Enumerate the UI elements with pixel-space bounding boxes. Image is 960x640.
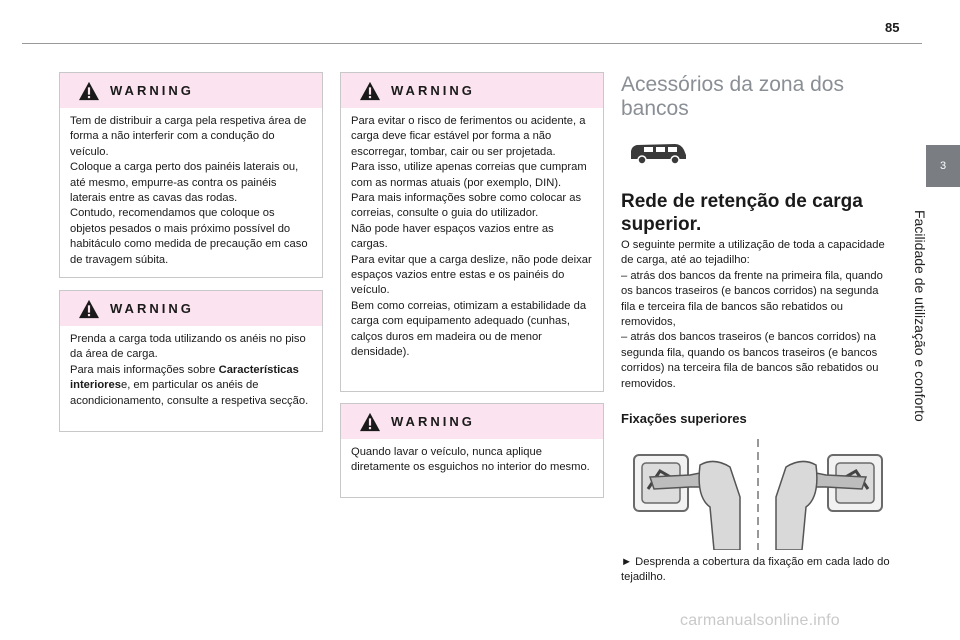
- warning-paragraph: Contudo, recomendamos que coloque os objetos pesados o mais próximo possível do habitáculo como medida de precaução em caso de travagem súbita.: [70, 207, 308, 266]
- warning-header: [341, 73, 603, 108]
- warning-body: [60, 326, 322, 417]
- interior-features-link-text: Características interiores: [70, 363, 299, 392]
- warning-triangle-icon: [78, 299, 100, 319]
- warning-paragraph: Para mais informações sobre Características interiorese, em particular os anéis de acondicionamento, consulte a respetiva secção.: [70, 363, 309, 407]
- warning-box-secure-load: [59, 290, 323, 432]
- subsection-title: Rede de retenção de carga superior.: [621, 191, 863, 235]
- section-body: [621, 238, 891, 392]
- watermark: carmanualsonline.info: [680, 612, 840, 629]
- warning-body: [341, 439, 603, 484]
- warning-triangle-icon: [359, 412, 381, 432]
- warning-header: [60, 73, 322, 108]
- warning-body: [341, 108, 603, 369]
- warning-box-distribute-load: [59, 72, 323, 278]
- van-icon: [627, 140, 689, 166]
- warning-title: WARNING: [391, 414, 475, 429]
- warning-paragraph: Coloque a carga perto dos painéis laterais ou, até mesmo, empurre-as contra os painéis laterais entre as cavas das rodas.: [70, 161, 299, 205]
- warning-paragraph: Para isso, utilize apenas correias que cumpram com as normas atuais (por exemplo, DIN).: [351, 161, 587, 189]
- warning-paragraph: Prenda a carga toda utilizando os anéis no piso da área de carga.: [70, 333, 306, 361]
- warning-paragraph: Não pode haver espaços vazios entre as cargas.: [351, 222, 554, 251]
- warning-header: [60, 291, 322, 326]
- chapter-tab[interactable]: 3: [926, 145, 960, 187]
- section-heading: Fixações superiores: [621, 411, 747, 426]
- warning-box-load-stability: [340, 72, 604, 392]
- warning-triangle-icon: [78, 81, 100, 101]
- bullet-item: – atrás dos bancos traseiros (e bancos corridos) na segunda fila, quando os bancos traseiros (e bancos corridos) na terceira fila de bancos são rebatidos ou removidos.: [621, 331, 879, 390]
- warning-title: WARNING: [110, 301, 194, 316]
- warning-paragraph: Tem de distribuir a carga pela respetiva área de forma a não interferir com a condução do veículo.: [70, 115, 307, 158]
- header-rule: [22, 43, 922, 44]
- section-intro: O seguinte permite a utilização de toda a capacidade de carga, até ao tejadilho:: [621, 239, 885, 267]
- warning-title: WARNING: [391, 83, 475, 98]
- warning-paragraph: Para mais informações sobre como colocar as correias, consulte o guia do utilizador.: [351, 192, 582, 220]
- bullet-item: – atrás dos bancos da frente na primeira fila, quando os bancos traseiros (e bancos corridos) na segunda fila e terceira fila de bancos são rebatidos ou removidos,: [621, 269, 883, 329]
- warning-box-washing: [340, 403, 604, 498]
- warning-title: WARNING: [110, 83, 194, 98]
- upper-anchorage-illustration: [630, 437, 886, 550]
- warning-paragraph: Quando lavar o veículo, nunca aplique diretamente os esguichos no interior do mesmo.: [351, 446, 590, 474]
- warning-paragraph: Para evitar que a carga deslize, não pode deixar espaços vazios entre estas e os painéis do veículo.: [351, 253, 592, 297]
- section-title: Acessórios da zona dos bancos: [621, 73, 844, 120]
- chapter-title: Facilidade de utilização e conforto: [912, 210, 928, 422]
- warning-body: [60, 108, 322, 276]
- figure-caption: ► Desprenda a cobertura da fixação em cada lado do tejadilho.: [621, 556, 890, 584]
- warning-paragraph: Bem como correias, otimizam a estabilidade da carga com equipamento adequado (cunhas, calços duros em madeira ou de menor densidade).: [351, 299, 587, 359]
- warning-header: [341, 404, 603, 439]
- warning-triangle-icon: [359, 81, 381, 101]
- page-number: 85: [885, 20, 900, 35]
- warning-paragraph: Para evitar o risco de ferimentos ou acidente, a carga deve ficar estável por forma a não escorregar, tombar, cair ou ser projetada.: [351, 115, 586, 158]
